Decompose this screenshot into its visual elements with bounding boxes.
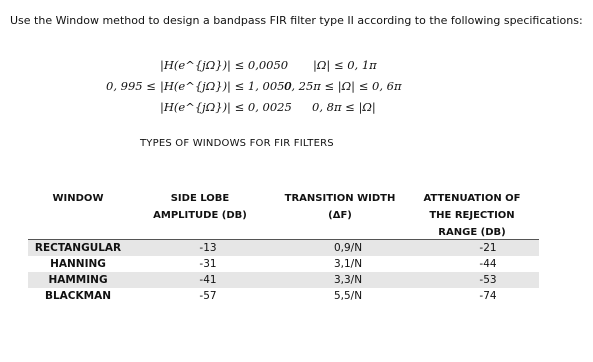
cell-attenuation: -44 [479, 258, 497, 270]
spec-3-middle: |H(e^{jΩ})| ≤ 0, 0025 [160, 100, 292, 114]
spec-1-middle: |H(e^{jΩ})| ≤ 0,0050 [160, 58, 289, 72]
cell-window: HAMMING [48, 274, 108, 286]
spec-2-middle: |H(e^{jΩ})| ≤ 1, 0050 [160, 79, 292, 93]
cell-side-lobe: -13 [199, 242, 217, 254]
cell-attenuation: -74 [479, 290, 497, 302]
table-row [28, 272, 539, 288]
spec-2-right: 0, 25π ≤ |Ω| ≤ 0, 6π [284, 79, 402, 93]
cell-transition: 0,9/N [333, 242, 363, 254]
spec-row-2 [0, 79, 593, 97]
table-row [28, 256, 539, 272]
table-row [28, 288, 539, 304]
spec-1-right: |Ω| ≤ 0, 1π [313, 58, 377, 72]
cell-transition: 3,3/N [333, 274, 363, 286]
spec-2-left: 0, 995 ≤ [106, 79, 156, 93]
cell-window: RECTANGULAR [34, 242, 122, 254]
cell-attenuation: -21 [479, 242, 497, 254]
spec-3-right: 0, 8π ≤ |Ω| [312, 100, 376, 114]
table-row [28, 240, 539, 256]
cell-side-lobe: -41 [199, 274, 217, 286]
header-side-lobe: SIDE LOBE AMPLITUDE (DB) [153, 193, 247, 221]
cell-side-lobe: -31 [199, 258, 217, 270]
intro-text: Use the Window method to design a bandpass FIR filter type II according to the following specifications: [10, 14, 583, 27]
cell-window: HANNING [50, 258, 106, 270]
cell-attenuation: -53 [479, 274, 497, 286]
cell-transition: 5,5/N [333, 290, 363, 302]
header-transition-width: TRANSITION WIDTH (ΔF) [284, 193, 396, 221]
header-window: WINDOW [52, 193, 104, 204]
spec-row-3 [0, 100, 593, 118]
header-attenuation: ATTENUATION OF THE REJECTION RANGE (DB) [423, 193, 521, 238]
spec-row-1 [0, 58, 593, 76]
cell-window: BLACKMAN [44, 290, 112, 302]
cell-transition: 3,1/N [333, 258, 363, 270]
table-title: TYPES OF WINDOWS FOR FIR FILTERS [140, 138, 334, 149]
cell-side-lobe: -57 [199, 290, 217, 302]
